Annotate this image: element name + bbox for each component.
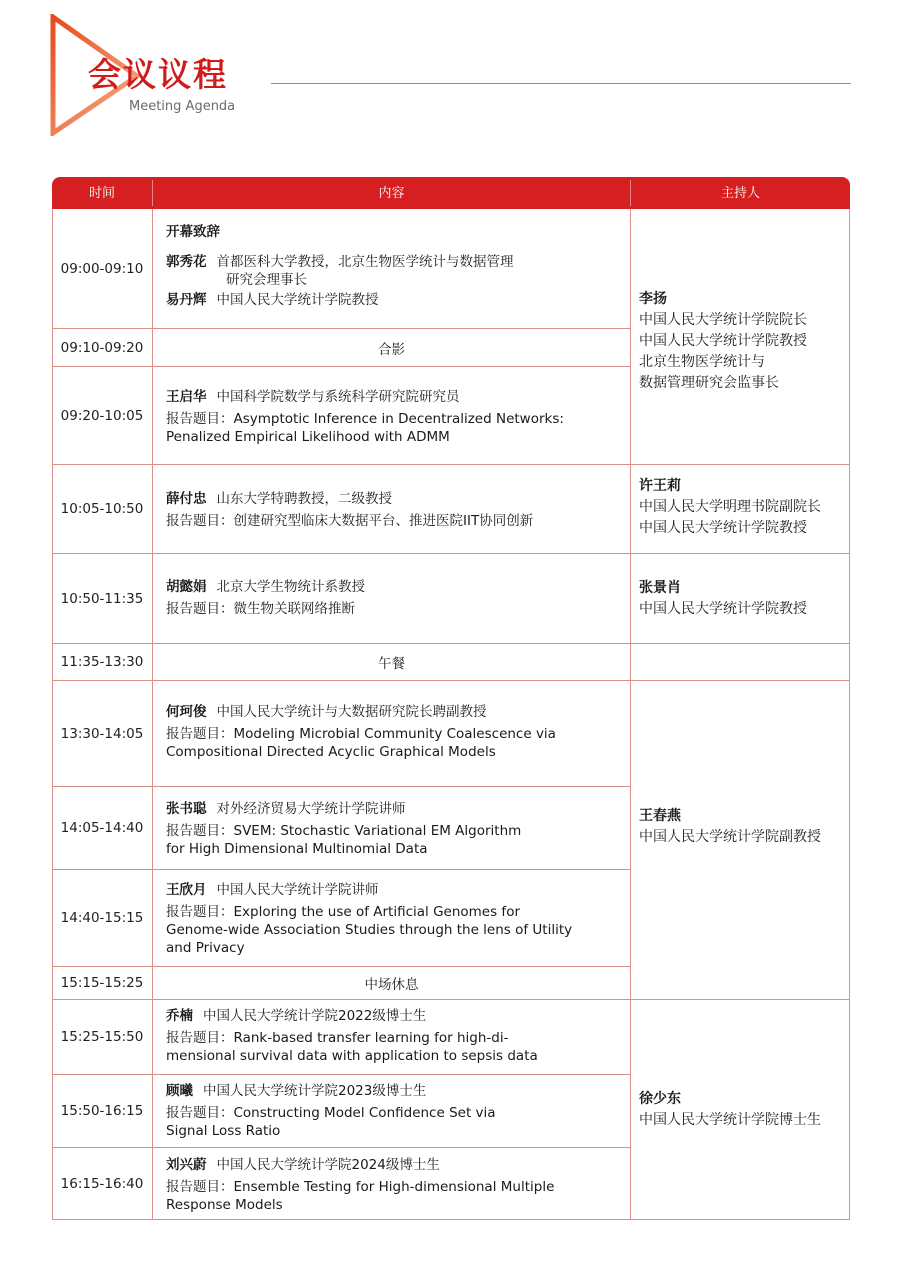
topic-label: 报告题目： [166, 1105, 234, 1121]
speaker-affiliation: 中国人民大学统计学院2022级博士生 [203, 1008, 427, 1024]
topic-text: 创建研究型临床大数据平台、推进医院IIT协同创新 [233, 513, 534, 529]
topic-text-cont: Penalized Empirical Likelihood with ADMM [166, 429, 450, 445]
host-cell [639, 476, 849, 539]
column-header-host: 主持人 [720, 186, 760, 201]
host-title: 中国人民大学统计学院教授 [639, 333, 807, 349]
speaker-affiliation: 中国人民大学统计学院2024级博士生 [216, 1157, 440, 1173]
content-cell [166, 1082, 636, 1140]
speaker-affiliation: 对外经济贸易大学统计学院讲师 [216, 801, 406, 817]
topic-text-cont: Genome-wide Association Studies through the lens of Utility [166, 922, 573, 938]
speaker-name: 张书聪 [166, 801, 207, 817]
host-cell [639, 806, 849, 848]
host-title: 北京生物医学统计与 [639, 354, 765, 370]
topic-text-cont: for High Dimensional Multinomial Data [166, 841, 428, 857]
host-name: 王春燕 [639, 808, 681, 824]
topic-label: 报告题目： [166, 823, 234, 839]
host-name: 李扬 [639, 291, 667, 307]
speaker-name: 顾曦 [166, 1083, 193, 1099]
column-header-time: 时间 [88, 186, 115, 201]
time-cell: 16:15-16:40 [60, 1175, 144, 1192]
speaker-name: 胡懿娟 [166, 579, 207, 595]
speaker-affiliation-cont: 研究会理事长 [226, 272, 307, 288]
time-cell: 11:35-13:30 [60, 654, 144, 670]
speaker-name: 易丹辉 [166, 292, 207, 308]
host-title: 中国人民大学统计学院博士生 [639, 1112, 821, 1128]
content-cell [166, 223, 636, 309]
content-cell [166, 1156, 636, 1214]
topic-text-cont: Response Models [166, 1197, 283, 1213]
topic-label: 报告题目： [166, 904, 234, 920]
speaker-name: 郭秀花 [166, 254, 207, 270]
topic-label: 报告题目： [166, 411, 234, 427]
time-cell: 15:15-15:25 [60, 975, 144, 991]
time-cell: 14:40-15:15 [60, 910, 144, 926]
host-title: 数据管理研究会监事长 [639, 375, 779, 391]
topic-text: SVEM: Stochastic Variational EM Algorithm [233, 823, 522, 839]
table-header [52, 177, 850, 209]
content-cell [166, 881, 636, 957]
host-title: 中国人民大学统计学院教授 [639, 601, 807, 617]
speaker-affiliation: 中国人民大学统计与大数据研究院长聘副教授 [216, 704, 487, 720]
content-cell [166, 388, 636, 446]
topic-label: 报告题目： [166, 1179, 234, 1195]
host-cell [639, 578, 849, 620]
content-cell [166, 490, 636, 530]
topic-text: 微生物关联网络推断 [233, 601, 355, 617]
host-name: 徐少东 [639, 1091, 681, 1107]
break-label: 合影 [378, 341, 405, 358]
session-heading: 开幕致辞 [166, 224, 220, 240]
topic-label: 报告题目： [166, 601, 234, 617]
content-cell [166, 703, 636, 761]
host-title: 中国人民大学明理书院副院长 [639, 499, 821, 515]
time-cell: 09:20-10:05 [60, 407, 144, 424]
time-cell: 15:25-15:50 [60, 1029, 144, 1045]
speaker-name: 王欣月 [166, 882, 207, 898]
topic-text-cont: and Privacy [166, 940, 245, 956]
topic-label: 报告题目： [166, 513, 234, 529]
time-cell: 14:05-14:40 [60, 820, 144, 836]
host-title: 中国人民大学统计学院副教授 [639, 829, 821, 845]
break-label: 午餐 [378, 656, 405, 672]
content-cell [166, 1007, 636, 1065]
speaker-name: 刘兴蔚 [166, 1157, 207, 1173]
agenda-table [52, 177, 850, 1220]
topic-label: 报告题目： [166, 726, 234, 742]
topic-text: Constructing Model Confidence Set via [233, 1105, 496, 1121]
header-divider [271, 83, 851, 84]
topic-text-cont: Compositional Directed Acyclic Graphical Models [166, 744, 496, 760]
time-cell: 09:10-09:20 [60, 339, 144, 356]
time-cell: 09:00-09:10 [60, 261, 144, 277]
page-subtitle: Meeting Agenda [129, 99, 236, 114]
column-header-content: 内容 [378, 186, 405, 201]
speaker-affiliation: 北京大学生物统计系教授 [216, 579, 365, 595]
speaker-affiliation: 首都医科大学教授，北京生物医学统计与数据管理 [216, 254, 514, 270]
speaker-affiliation: 中国人民大学统计学院教授 [216, 292, 379, 308]
speaker-name: 何珂俊 [166, 704, 207, 720]
topic-text: Exploring the use of Artificial Genomes for [233, 904, 520, 920]
topic-text: Modeling Microbial Community Coalescence via [233, 726, 556, 742]
page-title: 会议议程 [88, 55, 228, 94]
topic-text-cont: Signal Loss Ratio [166, 1123, 281, 1139]
time-cell: 10:50-11:35 [60, 590, 144, 607]
speaker-affiliation: 山东大学特聘教授，二级教授 [216, 491, 392, 507]
host-cell [639, 289, 849, 394]
topic-text-cont: mensional survival data with application to sepsis data [166, 1048, 538, 1064]
host-cell [639, 1089, 849, 1131]
topic-text: Ensemble Testing for High-dimensional Multiple [233, 1179, 555, 1195]
host-title: 中国人民大学统计学院院长 [639, 312, 807, 328]
speaker-affiliation: 中国人民大学统计学院讲师 [216, 882, 379, 898]
time-cell: 13:30-14:05 [60, 725, 144, 742]
topic-label: 报告题目： [166, 1030, 234, 1046]
content-cell [166, 578, 636, 618]
speaker-affiliation: 中国人民大学统计学院2023级博士生 [203, 1083, 427, 1099]
break-label: 中场休息 [364, 977, 419, 993]
host-title: 中国人民大学统计学院教授 [639, 520, 807, 536]
host-name: 许王莉 [639, 478, 681, 494]
content-cell [166, 800, 636, 858]
topic-text: Asymptotic Inference in Decentralized Networks: [233, 411, 564, 427]
host-name: 张景肖 [639, 580, 681, 596]
speaker-name: 薛付忠 [166, 491, 207, 507]
time-cell: 15:50-16:15 [60, 1103, 144, 1119]
speaker-affiliation: 中国科学院数学与系统科学研究院研究员 [216, 389, 460, 405]
time-cell: 10:05-10:50 [60, 501, 144, 517]
speaker-name: 乔楠 [166, 1008, 193, 1024]
topic-text: Rank-based transfer learning for high-di- [233, 1030, 509, 1046]
speaker-name: 王启华 [166, 389, 207, 405]
